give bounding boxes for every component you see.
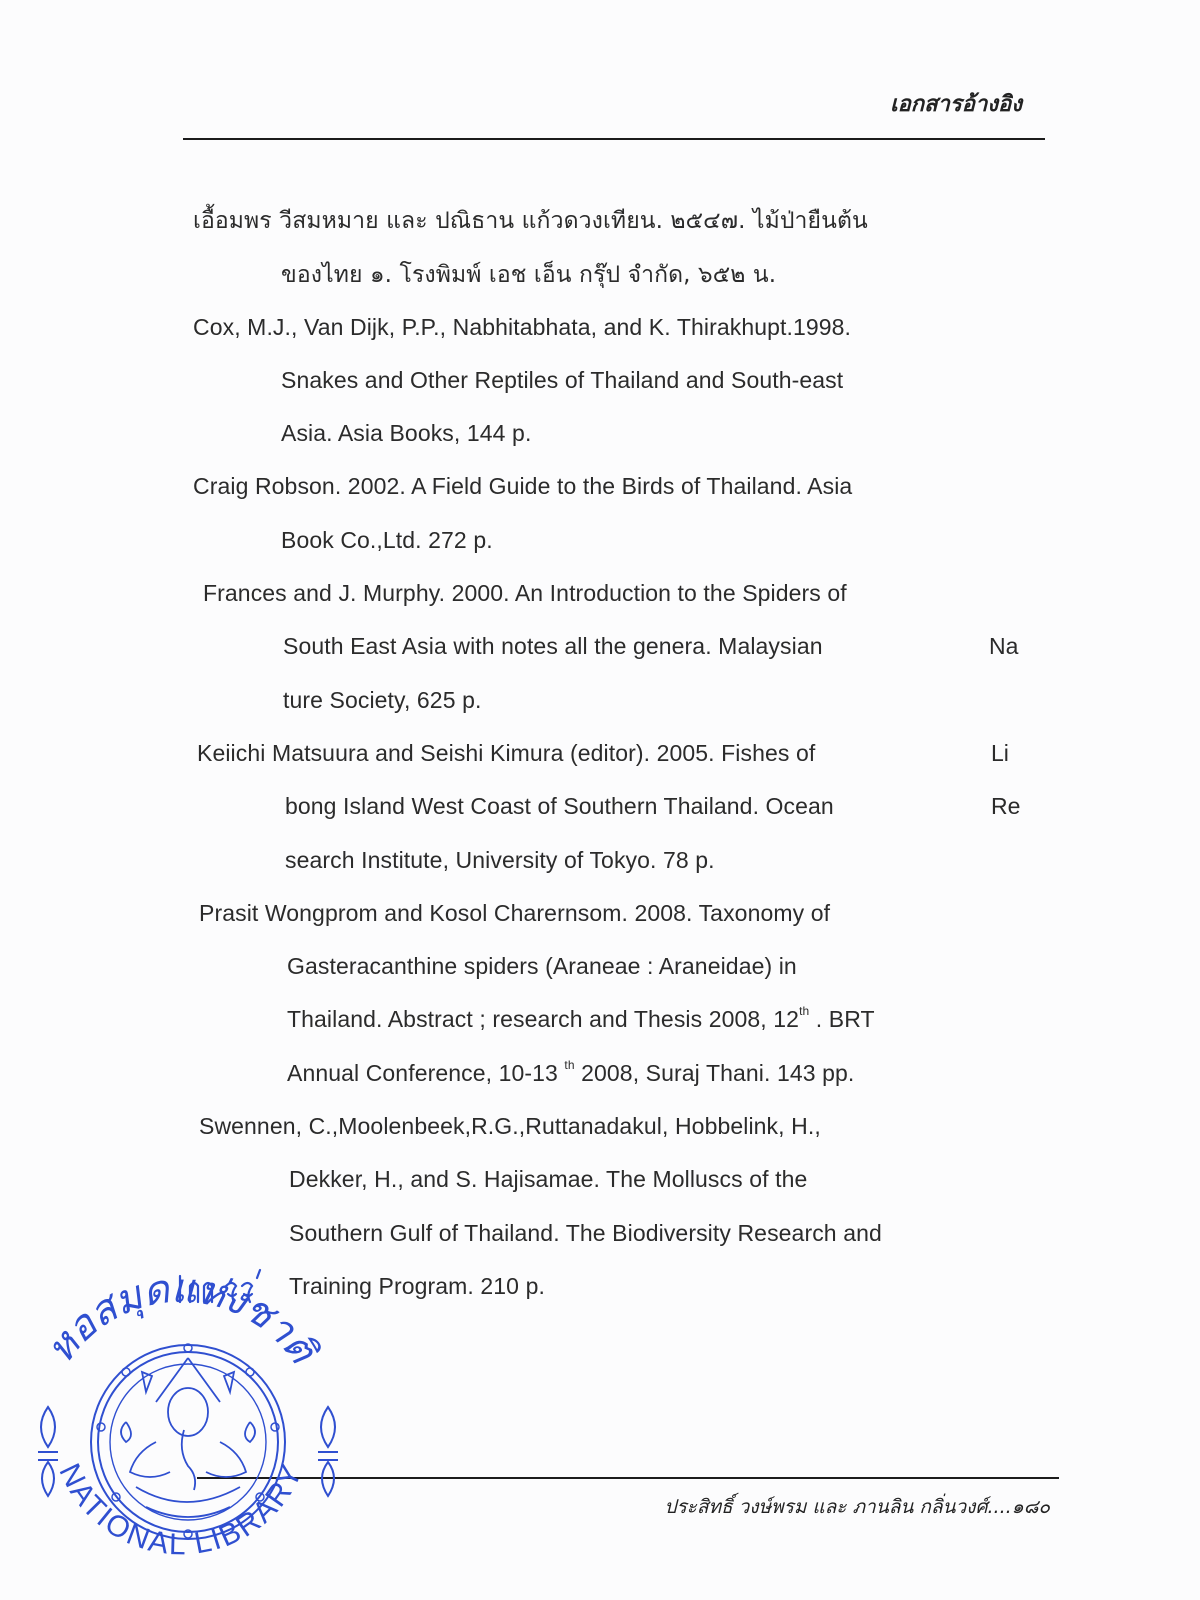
reference-4-line-2: South East Asia with notes all the genera. Malaysian (283, 633, 823, 659)
reference-6-line-4-end: 2008, Suraj Thani. 143 pp. (574, 1060, 855, 1086)
stamp-thai-text: หอสมุดแห่งชาติ (37, 1265, 325, 1372)
reference-4-line-1: Frances and J. Murphy. 2000. An Introduction to the Spiders of (203, 580, 847, 606)
reference-5-line-2-tail: Re (991, 793, 1021, 819)
stamp-english-text: NATIONAL LIBRARY (52, 1458, 310, 1562)
reference-6-line-1: Prasit Wongprom and Kosol Charernsom. 2008. Taxonomy of (199, 900, 831, 926)
reference-6-line-3-end: . BRT (809, 1006, 875, 1032)
header-rule (183, 138, 1045, 140)
reference-1-line-1: เอื้อมพร วีสมหมาย และ ปณิธาน แก้วดวงเทียน. ๒๕๔๗. ไม้ป่ายืนต้น (193, 208, 868, 234)
reference-6-line-4-text: Annual Conference, 10-13 (287, 1060, 565, 1086)
reference-3-line-2: Book Co.,Ltd. 272 p. (281, 527, 493, 553)
national-library-stamp (6, 1262, 356, 1597)
reference-4-line-3: ture Society, 625 p. (283, 687, 482, 713)
reference-6-line-2: Gasteracanthine spiders (Araneae : Araneidae) in (287, 953, 797, 979)
reference-7-line-3: Southern Gulf of Thailand. The Biodiversity Research and (289, 1220, 882, 1246)
reference-1-line-2: ของไทย ๑. โรงพิมพ์ เอช เอ็น กรุ๊ป จำกัด, ๖๕๒ น. (281, 262, 777, 288)
reference-5-line-1: Keiichi Matsuura and Seishi Kimura (editor). 2005. Fishes of (197, 740, 816, 766)
reference-6-line-3 (287, 1006, 875, 1033)
reference-5-line-1-tail: Li (991, 740, 1009, 766)
reference-2-line-1: Cox, M.J., Van Dijk, P.P., Nabhitabhata, and K. Thirakhupt.1998. (193, 314, 852, 340)
ordinal-suffix: th (799, 1004, 810, 1018)
reference-5-line-2: bong Island West Coast of Southern Thailand. Ocean (285, 793, 834, 819)
reference-4-line-2-tail: Na (989, 633, 1019, 659)
running-head: เอกสารอ้างอิง (890, 92, 1022, 117)
footer-author-page: ประสิทธิ์ วงษ์พรม และ ภานลิน กลิ่นวงศ์....๑๘๐ (664, 1496, 1050, 1518)
reference-2-line-2: Snakes and Other Reptiles of Thailand and South-east (281, 367, 844, 393)
reference-2-line-3: Asia. Asia Books, 144 p. (281, 420, 532, 446)
reference-7-line-1: Swennen, C.,Moolenbeek,R.G.,Ruttanadakul, Hobbelink, H., (199, 1113, 821, 1139)
reference-6-line-3-text: Thailand. Abstract ; research and Thesis 2008, 12 (287, 1006, 800, 1032)
reference-7-line-4: Training Program. 210 p. (289, 1273, 545, 1299)
reference-5-line-3: search Institute, University of Tokyo. 78 p. (285, 847, 715, 873)
reference-7-line-2: Dekker, H., and S. Hajisamae. The Molluscs of the (289, 1166, 808, 1192)
reference-3-line-1: Craig Robson. 2002. A Field Guide to the Birds of Thailand. Asia (193, 473, 853, 499)
reference-6-line-4 (287, 1060, 854, 1087)
ordinal-suffix: th (564, 1058, 575, 1072)
